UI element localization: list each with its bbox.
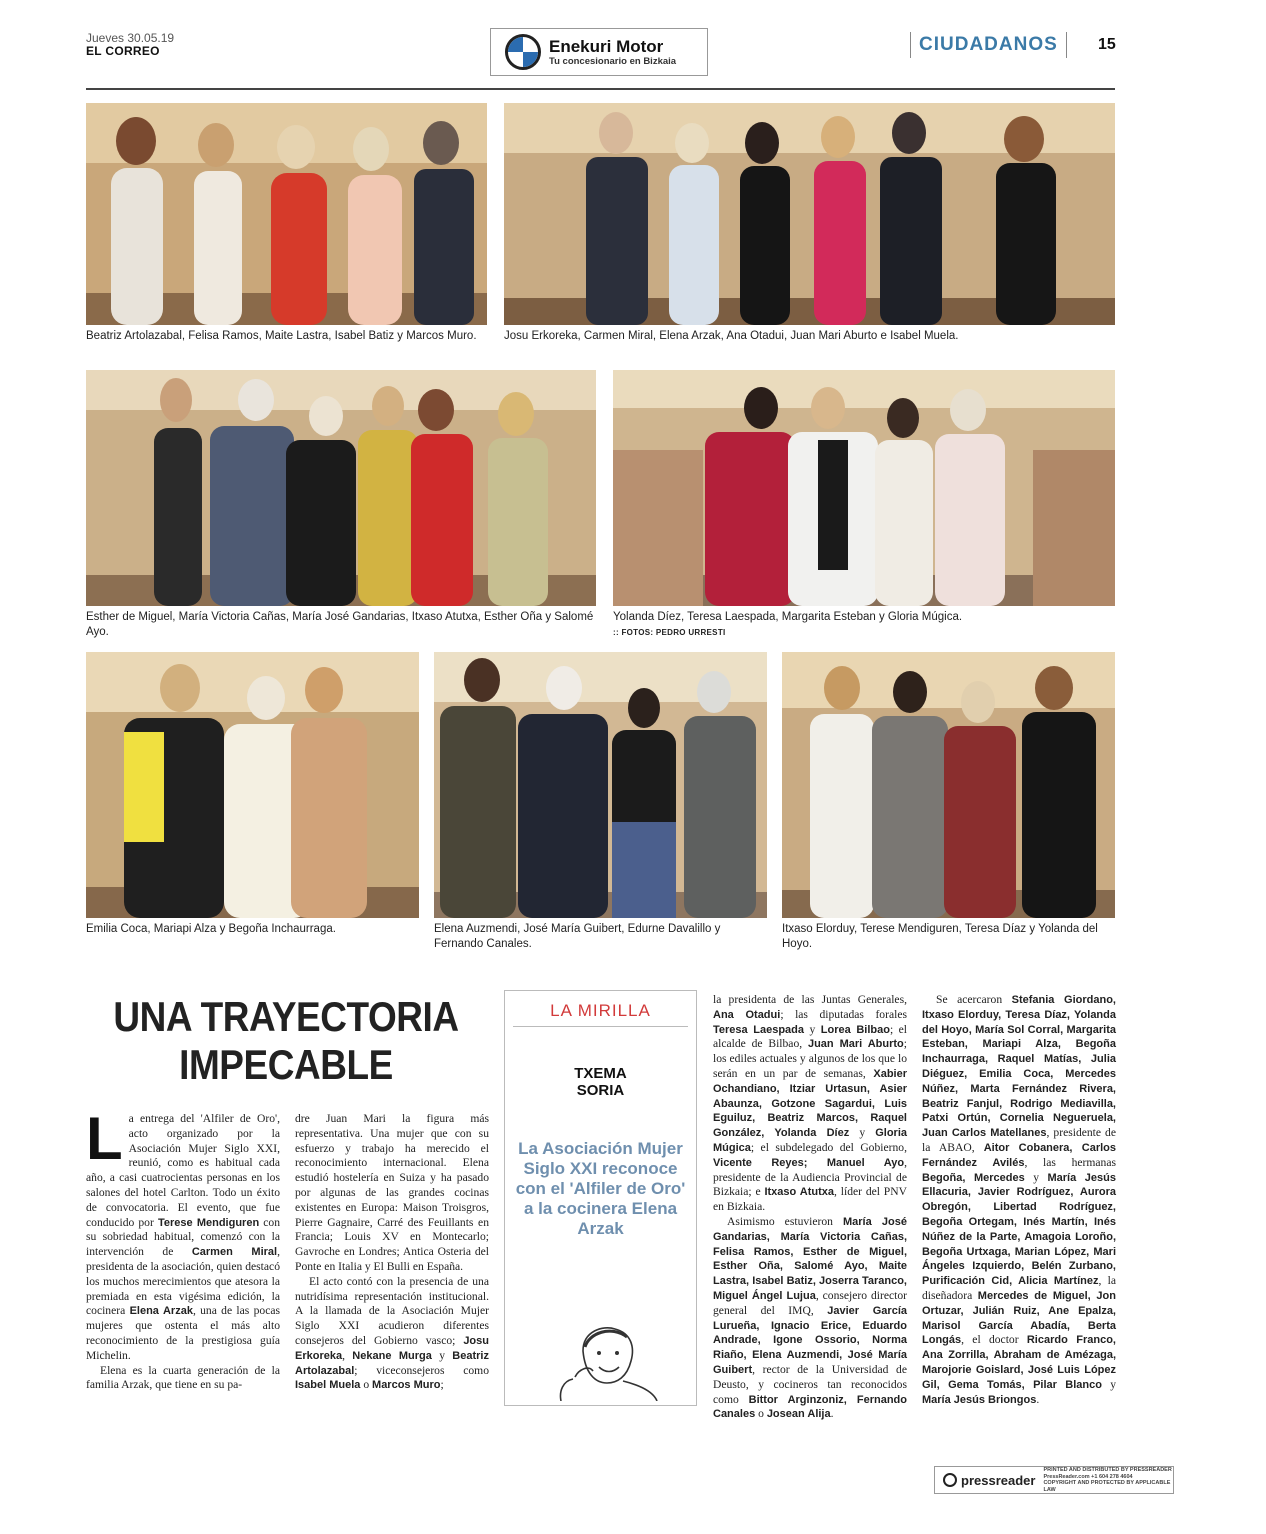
article-text: ; las diputadas forales xyxy=(780,1007,907,1021)
columnist-portrait-icon xyxy=(553,1321,663,1401)
dealer-advertisement[interactable] xyxy=(490,28,708,76)
article-text: , presidenta de la asociación, quien destacó los muchos merecimientos que atesora la premiada en esta vigésima edición, la cocinera xyxy=(86,1245,280,1318)
columnist-first-name: TXEMA xyxy=(574,1065,627,1082)
article-text: y xyxy=(1110,1377,1116,1391)
article-column-3 xyxy=(713,993,907,1422)
article-column-1 xyxy=(86,1105,281,1393)
person-name: Beatriz Artolazabal xyxy=(295,1349,489,1377)
article-paragraph: dre Juan Mari la figura más representativa. Una mujer que con su esfuerzo y trabajo ha merecido el reconocimiento internacional. Elena estudió hostelería en Suiza y ha pasado por algunas de las grandes cocinas existentes en Europa: Maison Troisgros, Pierre Gagnaire, Carré des Feuillants en Francia; Louis XV en Montecarlo; Gavroche en Londres; Antica Osteria del Ponte en Italia y El Bulli en España. xyxy=(295,1112,489,1273)
article-text: , xyxy=(342,1348,345,1362)
event-photo-7 xyxy=(782,652,1115,918)
event-photo-1 xyxy=(86,103,487,325)
article-text: ; el alcalde de Bilbao, xyxy=(713,1022,907,1051)
article-text: ; los ediles actuales y algunos de los que lo serán en un par de semanas, xyxy=(713,1037,907,1080)
article-text: ; el subdelegado del Gobierno, xyxy=(750,1140,907,1154)
pressreader-line: PRINTED AND DISTRIBUTED BY PRESSREADER xyxy=(1043,1467,1172,1473)
article-paragraph xyxy=(922,993,1116,1407)
pressreader-logo-text: pressreader xyxy=(961,1472,1036,1488)
photo-caption-5: Emilia Coca, Mariapi Alza y Begoña Inchaurraga. xyxy=(86,923,336,935)
article-text: ; viceconsejeros como xyxy=(354,1363,489,1377)
article-text: y xyxy=(809,1022,816,1036)
article-text: , presidente de la ABAO, xyxy=(922,1126,1116,1154)
person-name: Juan Mari Aburto xyxy=(807,1038,904,1051)
article-headline: UNA TRAYECTORIA IMPECABLE xyxy=(113,993,459,1088)
article-text: y xyxy=(859,1126,866,1140)
article-text: . xyxy=(830,1407,834,1421)
article-text: o xyxy=(758,1407,764,1421)
event-photo-5 xyxy=(86,652,419,918)
article-text: , presidente de la Audiencia Provincial de Bizkaia; e xyxy=(713,1155,907,1199)
article-text: con su sobriedad habitual, comenzó con la intervención de xyxy=(86,1215,281,1259)
photo-caption-3: Esther de Miguel, María Victoria Cañas, María José Gandarias, Itxaso Atutxa, Esther Oña y Salomé Ayo. xyxy=(86,611,594,638)
issue-date: Jueves 30.05.19 xyxy=(86,31,175,45)
photo-credit: :: FOTOS: PEDRO URRESTI xyxy=(613,628,726,637)
section-title: CIUDADANOS xyxy=(910,32,1067,58)
person-name: Gloria Múgica xyxy=(713,1127,907,1154)
article-text: o xyxy=(363,1378,370,1392)
pressreader-info xyxy=(1043,1467,1173,1493)
event-photo-6 xyxy=(434,652,767,918)
person-name: Terese Mendiguren xyxy=(157,1216,260,1229)
person-name: María Jesús Ellacuria, Javier Rodríguez, Aurora Obregón, Libertad Rodríguez, Begoña Ortegam, Inés Martín, Inés Núñez de la Parte, Amagoia Loroño, Begoña Urtxaga, Marian López, Mari Ángeles Izquierdo, Belén Zurbano, Purificación Cid, Alicia Martínez xyxy=(922,1171,1117,1288)
person-name: Marcos Muro xyxy=(372,1379,441,1392)
person-name: Begoña, Mercedes xyxy=(922,1171,1025,1184)
pressreader-line: PressReader.com +1 604 278 4604 xyxy=(1043,1473,1133,1480)
article-text: El acto contó con la presencia de una nutridísima representación institucional. A la llamada de la Asociación Mujer Siglo XXI acudieron diferentes consejeros del Gobierno vasco; xyxy=(295,1274,489,1347)
pull-quote: La Asociación Mujer Siglo XXI reconoce con el 'Alfiler de Oro' a la cocinera Elena Arzak xyxy=(515,1139,686,1238)
person-name: Lorea Bilbao xyxy=(820,1023,890,1036)
drop-cap: L xyxy=(86,1105,123,1172)
person-name: Josu Erkoreka xyxy=(295,1334,489,1362)
photo-caption-1: Beatriz Artolazabal, Felisa Ramos, Maite Lastra, Isabel Batiz y Marcos Muro. xyxy=(86,330,477,342)
person-name: Teresa Laespada xyxy=(713,1023,805,1036)
article-column-2 xyxy=(295,1112,489,1393)
article-text: a entrega del 'Alfiler de Oro', acto organizado por la Asociación Mujer Siglo XXI, reunió, como es habitual cada año, a casi cuatrocientas personas en los salones del hotel Carlton. Todo un éxito de convocatoria. El evento, que fue conducido por xyxy=(86,1112,280,1229)
person-name: Elena Arzak xyxy=(129,1305,193,1318)
person-name: Nekane Murga xyxy=(352,1349,432,1362)
photo-caption-6: Elena Auzmendi, José María Guibert, Edurne Davalillo y Fernando Canales. xyxy=(434,923,721,950)
article-text: , el doctor xyxy=(961,1333,1019,1347)
article-text: Se acercaron xyxy=(936,993,1003,1006)
ad-subtitle: Tu concesionario en Bizkaia xyxy=(549,55,677,67)
newspaper-name: EL CORREO xyxy=(86,44,160,58)
article-text: la presidenta de las Juntas Generales, xyxy=(713,993,907,1006)
event-photo-2 xyxy=(504,103,1115,325)
pressreader-line: COPYRIGHT AND PROTECTED BY APPLICABLE LAW xyxy=(1043,1480,1171,1493)
article-text: ; xyxy=(440,1378,444,1392)
pressreader-badge[interactable] xyxy=(934,1466,1174,1494)
event-photo-4 xyxy=(613,370,1115,606)
person-name: Carmen Miral xyxy=(191,1246,278,1259)
car-brand-logo-icon xyxy=(505,34,541,70)
article-text: , la diseñadora xyxy=(922,1274,1116,1302)
columnist-name xyxy=(505,1065,696,1099)
person-name: María Jesús Briongos xyxy=(922,1393,1037,1406)
person-name: Ricardo Franco, Ana Zorrilla, Abraham de Amézaga, Marojorie Goislard, José Luis López Gil, Gema Tomás, Pilar Blanco xyxy=(922,1334,1116,1391)
photo-caption-2: Josu Erkoreka, Carmen Miral, Elena Arzak, Ana Otadui, Juan Mari Aburto e Isabel Muela. xyxy=(504,330,959,342)
ad-brand-name: Enekuri Motor xyxy=(549,36,664,56)
person-name: Xabier Ochandiano, Itziar Urtasun, Asier Abaunza, Gotzone Sagardui, Luis Eguiluz, Beatriz Marcos, Raquel González, Yolanda Díez xyxy=(713,1067,907,1140)
article-text: , consejero director general del IMQ, xyxy=(713,1288,907,1317)
photo-caption-7: Itxaso Elorduy, Terese Mendiguren, Teresa Díaz y Yolanda del Hoyo. xyxy=(782,923,1098,950)
column-box-la-mirilla xyxy=(504,990,697,1406)
article-paragraph xyxy=(295,1275,489,1393)
person-name: Ana Otadui xyxy=(713,1008,781,1021)
person-name: Mercedes de Miguel, Jon Ortuzar, Julián Ruiz, Ane Epalza, Marisol García Abadía, Berta Longás xyxy=(922,1289,1116,1347)
person-name: Stefania Giordano, Itxaso Elorduy, Teresa Díaz, Yolanda del Hoyo, María Sol Corral, Margarita Esteban, Mariapi Alza, Begoña Inchaurraga, Raquel Matías, Julia Diéguez, Emilia Coca, Mercedes Núñez, Marta Fernández Rivera, Beatriz Fanjul, Rodrigo Mediavilla, Patxi Ortún, Cornelia Negueruela, Juan Carlos Matellanes xyxy=(922,994,1116,1140)
pressreader-p-icon xyxy=(943,1473,957,1487)
article-text: Asimismo estuvieron xyxy=(727,1214,833,1228)
photo-caption-4: Yolanda Díez, Teresa Laespada, Margarita Esteban y Gloria Múgica. xyxy=(613,611,963,623)
article-text: y xyxy=(1033,1170,1040,1184)
person-name: Aitor Cobanera, Carlos Fernández Avilés xyxy=(922,1141,1116,1169)
article-paragraph xyxy=(713,993,907,1215)
person-name: Isabel Muela xyxy=(295,1379,361,1392)
event-photo-3 xyxy=(86,370,596,606)
article-text: , líder del PNV en Bizkaia. xyxy=(713,1185,907,1214)
person-name: Vicente Reyes; Manuel Ayo xyxy=(713,1156,905,1169)
column-title: LA MIRILLA xyxy=(550,1001,651,1020)
header-rule xyxy=(86,88,1115,90)
page-number: 15 xyxy=(1098,36,1116,53)
pressreader-logo xyxy=(943,1473,1035,1488)
article-column-4 xyxy=(922,993,1116,1407)
person-name: María José Gandarias, María Victoria Cañas, Felisa Ramos, Esther de Miguel, Esther Oña, Salomé Ayo, Maite Lastra, Isabel Batiz, Joserra Taranco, Miguel Ángel Lujua xyxy=(713,1215,907,1302)
person-name: Bittor Arginzoniz, Fernando Canales xyxy=(713,1393,907,1421)
person-name: Itxaso Atutxa xyxy=(764,1186,835,1199)
column-divider xyxy=(513,1026,688,1027)
columnist-last-name: SORIA xyxy=(576,1082,625,1099)
article-text: , una de las pocas mujeres que ostenta el más alto reconocimiento de la prestigiosa guía Michelin. xyxy=(86,1304,280,1362)
person-name: Javier García Lurueña, Ignacio Erice, Eduardo Andrade, Igone Ossorio, Norma Riaño, Elena Auzmendi, José María Guibert xyxy=(713,1304,907,1376)
article-text: , las hermanas xyxy=(1024,1155,1116,1169)
article-paragraph xyxy=(713,1215,907,1422)
article-paragraph: Elena es la cuarta generación de la familia Arzak, que tiene en su pa- xyxy=(86,1363,280,1392)
article-text: y xyxy=(439,1348,445,1362)
article-text: , rector de la Universidad de Deusto, y cocineros tan reconocidos como xyxy=(713,1362,907,1406)
person-name: Josean Alija xyxy=(766,1408,831,1421)
article-text: . xyxy=(1036,1392,1040,1406)
